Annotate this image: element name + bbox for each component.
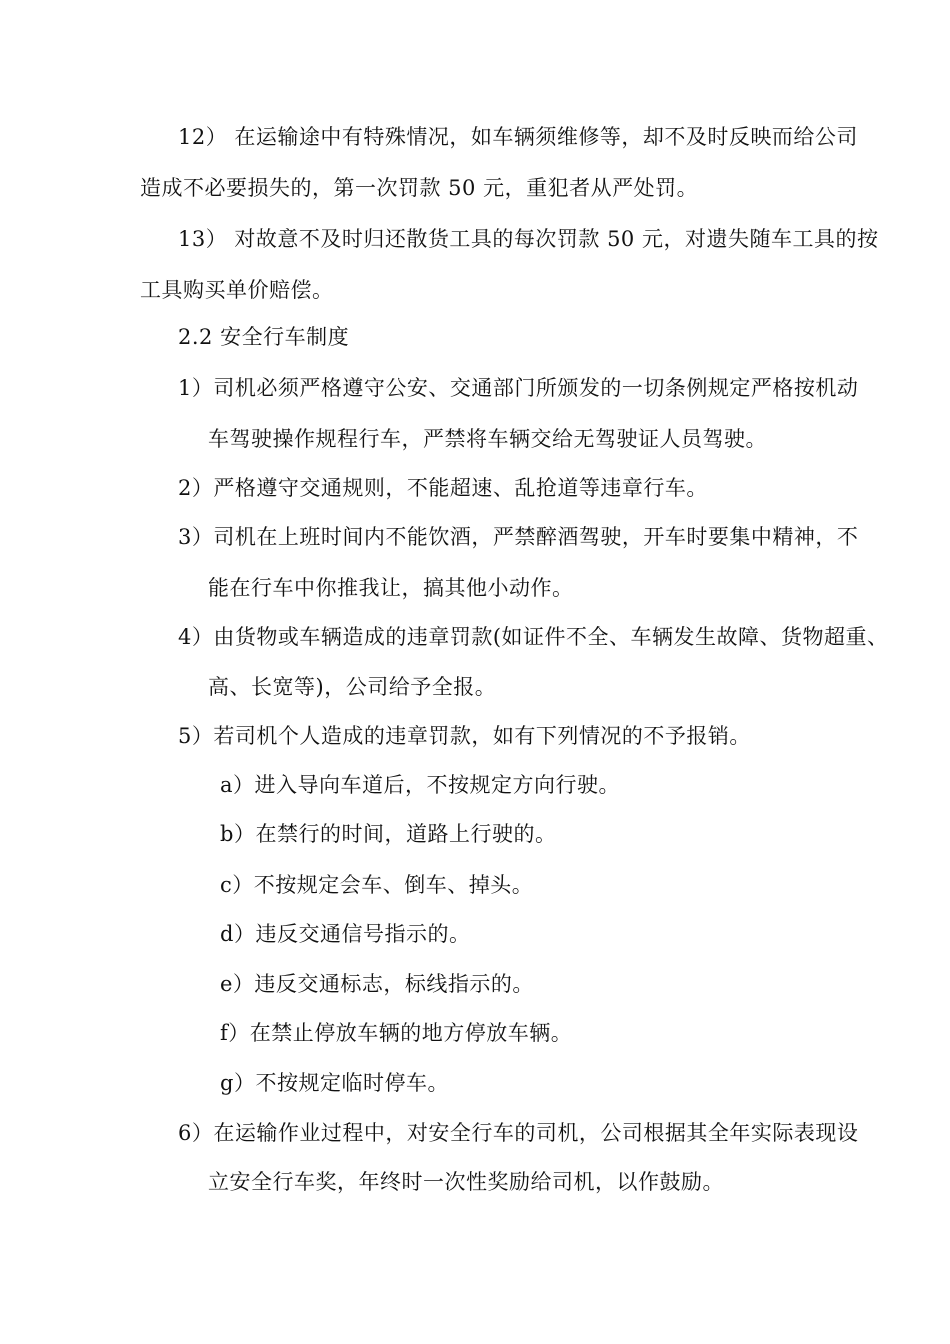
item-3-line-2: 能在行车中你推我让，搞其他小动作。: [208, 576, 574, 600]
sub-item-d: d）违反交通信号指示的。: [220, 922, 471, 946]
item-3-line-1: 3）司机在上班时间内不能饮酒，严禁醉酒驾驶，开车时要集中精神，不: [178, 525, 859, 549]
item-4-line-1: 4）由货物或车辆造成的违章罚款(如证件不全、车辆发生故障、货物超重、: [178, 625, 889, 649]
item-5-line-1: 5）若司机个人造成的违章罚款，如有下列情况的不予报销。: [178, 724, 751, 748]
item-1-line-2: 车驾驶操作规程行车，严禁将车辆交给无驾驶证人员驾驶。: [208, 427, 767, 451]
sub-item-g: g）不按规定临时停车。: [220, 1071, 449, 1095]
para-12-line-2: 造成不必要损失的，第一次罚款 50 元，重犯者从严处罚。: [140, 176, 699, 200]
para-13-line-1: 13） 对故意不及时归还散货工具的每次罚款 50 元，对遗失随车工具的按: [178, 227, 879, 251]
item-6-line-2: 立安全行车奖，年终时一次性奖励给司机，以作鼓励。: [208, 1170, 724, 1194]
item-1-line-1: 1）司机必须严格遵守公安、交通部门所颁发的一切条例规定严格按机动: [178, 376, 859, 400]
para-12-line-1: 12） 在运输途中有特殊情况，如车辆须维修等，却不及时反映而给公司: [178, 125, 858, 149]
sub-item-e: e）违反交通标志，标线指示的。: [220, 972, 534, 996]
item-2-line-1: 2）严格遵守交通规则，不能超速、乱抢道等违章行车。: [178, 476, 708, 500]
sub-item-a: a）进入导向车道后，不按规定方向行驶。: [220, 773, 621, 797]
section-heading: 2.2 安全行车制度: [178, 325, 350, 349]
item-6-line-1: 6）在运输作业过程中，对安全行车的司机，公司根据其全年实际表现设: [178, 1121, 859, 1145]
sub-item-b: b）在禁行的时间，道路上行驶的。: [220, 822, 557, 846]
para-13-line-2: 工具购买单价赔偿。: [140, 278, 334, 302]
sub-item-f: f）在禁止停放车辆的地方停放车辆。: [220, 1021, 573, 1045]
sub-item-c: c）不按规定会车、倒车、掉头。: [220, 873, 534, 897]
item-4-line-2: 高、长宽等)，公司给予全报。: [208, 675, 497, 699]
